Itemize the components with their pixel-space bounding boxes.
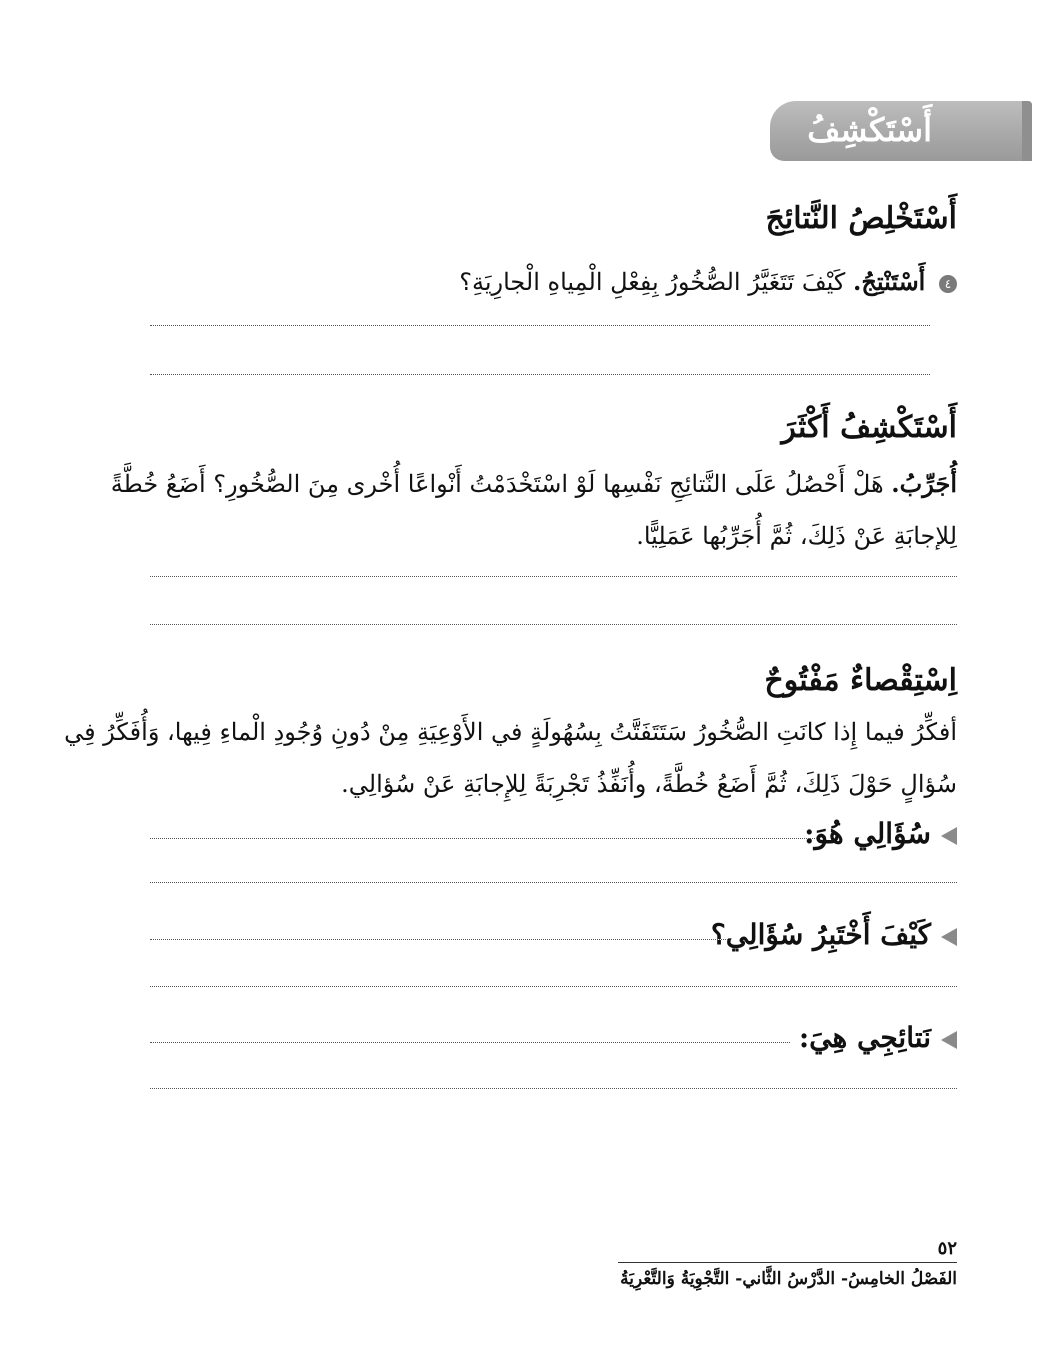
question-number-badge: ٤ (939, 275, 957, 293)
inquiry-paragraph-line-1: أفكِّرُ فيما إِذا كانَتِ الصُّخُورُ سَتَتَفَتَّتُ بِسُهُولَةٍ في الأَوْعِيَةِ مِنْ دُونِ وُجُودِ الْماءِ فِيها، وَأُفَكِّرُ فِي (64, 718, 957, 746)
prompt-my-results (799, 1018, 957, 1058)
triangle-bullet-icon (941, 1031, 957, 1049)
chapter-breadcrumb: الفَصْلُ الخامِسُ- الدَّرْسُ الثَّاني- التَّجْوِيَةُ وَالتَّعْرِيَةُ (620, 1269, 957, 1289)
answer-line[interactable] (150, 882, 957, 883)
experiment-text: هَلْ أَحْصُلُ عَلَى النَّتائِجِ نَفْسِها لَوْ اسْتَخْدَمْتُ أَنْواعًا أُخْرى مِنَ الصُّخُورِ؟ أَضَعُ خُطَّةً (110, 470, 884, 498)
experiment-paragraph-line-2: لِلإجابَةِ عَنْ ذَلِكَ، ثُمَّ أُجَرِّبُها عَمَلِيًّا. (636, 522, 957, 550)
answer-line[interactable] (150, 1088, 957, 1089)
question-4 (459, 262, 957, 302)
prompt-label: نَتائِجِي هِيَ: (798, 1021, 931, 1054)
triangle-bullet-icon (941, 827, 957, 845)
inquiry-paragraph-line-2: سُؤالٍ حَوْلَ ذَلِكَ، ثُمَّ أَضَعُ خُطَّةً، وأُنَفِّذُ تَجْرِبَةً لِلإِجابَةِ عَنْ سُؤالِي. (341, 770, 957, 798)
prompt-label: كَيْفَ أَخْتَبِرُ سُؤَالِي؟ (710, 918, 931, 951)
answer-line[interactable] (150, 1042, 790, 1043)
section-title-conclusions: أَسْتَخْلِصُ النَّتائِجَ (765, 201, 957, 236)
prompt-how-test (711, 915, 957, 955)
answer-line[interactable] (150, 986, 957, 987)
section-title-explore-more: أَسْتَكْشِفُ أَكْثَرَ (781, 410, 957, 445)
experiment-paragraph-line-1 (111, 464, 957, 504)
prompt-label: سُؤَالِي هُوَ: (804, 817, 931, 850)
answer-line[interactable] (150, 576, 957, 577)
answer-line[interactable] (150, 624, 957, 625)
answer-line[interactable] (150, 838, 817, 839)
footer-divider (618, 1262, 957, 1263)
triangle-bullet-icon (941, 928, 957, 946)
experiment-label: أُجَرِّبُ. (891, 469, 957, 498)
answer-line[interactable] (150, 374, 930, 375)
question-text: كَيْفَ تَتَغَيَّرُ الصُّخُورُ بِفِعْلِ الْمِياهِ الْجارِيَةِ؟ (459, 268, 846, 296)
page-number: ٥٢ (937, 1238, 957, 1259)
answer-line[interactable] (150, 325, 930, 326)
section-title-open-inquiry: اِسْتِقْصاءٌ مَفْتُوحٌ (764, 663, 957, 698)
header-tab-shade (1022, 101, 1032, 161)
header-tab-title: أَسْتَكْشِفُ (807, 111, 932, 149)
answer-line[interactable] (150, 939, 728, 940)
question-label: أَسْتَنْتِجُ. (853, 267, 926, 296)
prompt-my-question (804, 814, 957, 854)
